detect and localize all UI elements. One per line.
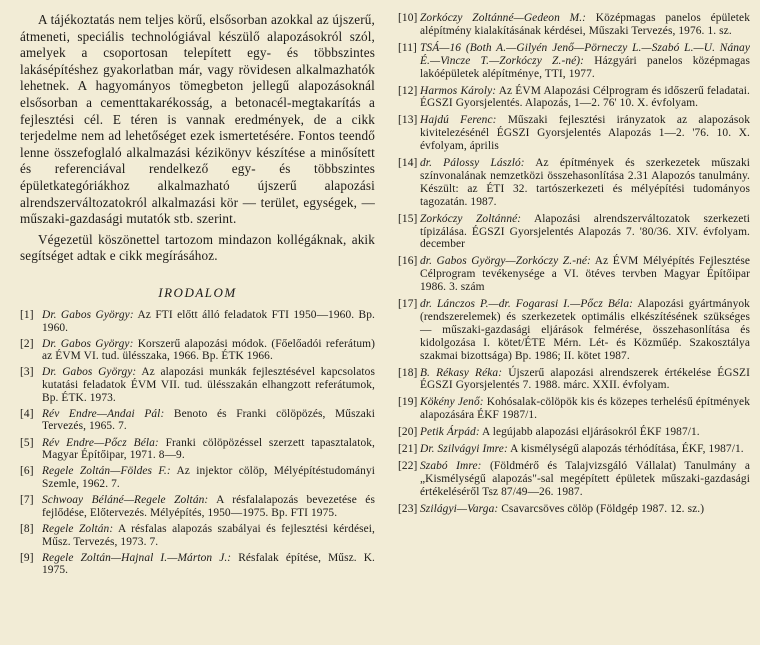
- reference-number: [14]: [398, 157, 418, 170]
- reference-number: [5]: [20, 436, 34, 449]
- reference-item: [20, 366, 375, 404]
- reference-text: Kohósalak-cölöpök kis és közepes terhelésű építmények alapozására ÉKF 1987/1.: [420, 396, 750, 422]
- reference-authors: Szabó Imre:: [420, 460, 482, 473]
- reference-number: [21]: [398, 443, 418, 456]
- reference-item: [20, 494, 375, 519]
- reference-authors: Dr. Gabos György:: [42, 308, 134, 321]
- reference-item: [398, 12, 750, 38]
- reference-authors: Schwoay Béláné—Regele Zoltán:: [42, 494, 209, 507]
- reference-authors: Rév Endre—Pőcz Béla:: [42, 436, 159, 449]
- reference-number: [8]: [20, 522, 34, 535]
- reference-text: (Földmérő és Talajvizsgáló Vállalat) Tanulmány a „Kismélységű alapozás"-sal megépített épületek műszaki-gazdasági értékeléséről Tsz 87/49—26. 1987.: [420, 460, 751, 499]
- reference-text: Alapozási gyártmányok (rendszerelemek) és szerkezetek optimális elkészítésének szükséges — műszaki-gazdasági eljárások felmérése, összehasonlítása és kidolgozása I. kötet/ÉTE Mérn. Lét- és Közműép. Szakosztálya szakmai bizottsága) Bp. 1986; II. kötet 1987.: [420, 298, 750, 362]
- reference-item: [398, 503, 750, 516]
- reference-item: [398, 460, 750, 499]
- reference-authors: TSÁ—16 (Both A.—Gilyén Jenő—Pörneczy L.—Szabó L.—U. Nánay É.—Vincze T.—Zorkóczy Z.-né):: [420, 41, 750, 67]
- reference-authors: Dr. Gabos György:: [42, 366, 137, 379]
- body-paragraph-2: Végezetül köszönettel tartozom mindazon kollégáknak, akik segítséget adtak e cikk megírásához.: [20, 231, 375, 264]
- reference-authors: Hajdú Ferenc:: [420, 114, 497, 127]
- reference-number: [12]: [398, 84, 418, 97]
- reference-text: Házgyári panelos középmagas lakóépületek alépítménye, TTI, 1977.: [420, 54, 750, 80]
- reference-text: Az építmények és szerkezetek műszaki színvonalának nemzetközi összehasonlítása 2.31 Alapozós tanulmány. Készült: az ÉTI 32. tartószerkezeti és mélyépítési tudományos tagozatán. 1987.: [420, 157, 751, 208]
- reference-text: A kismélységű alapozás térhódítása, ÉKF, 1987/1.: [510, 443, 744, 456]
- reference-number: [4]: [20, 407, 34, 420]
- reference-text: Franki cölöpözéssel szerzett tapasztalatok, Magyar Építőipar, 1971. 8—9.: [42, 436, 375, 462]
- reference-authors: dr. Pálossy László:: [420, 157, 525, 170]
- reference-text: A legújabb alapozási eljárásokról ÉKF 1987/1.: [482, 426, 700, 439]
- reference-authors: Zorkóczy Zoltánné:: [420, 212, 522, 225]
- reference-authors: Petik Árpád:: [420, 426, 480, 439]
- reference-authors: Harmos Károly:: [420, 84, 497, 97]
- reference-number: [22]: [398, 460, 418, 473]
- reference-authors: Dr. Gabos György:: [42, 337, 134, 350]
- reference-text: Középmagas panelos épületek alépítmény kialakításának kérdései, Műszaki Tervezés, 1976. 1. sz.: [420, 12, 750, 37]
- reference-text: Korszerű alapozási módok. (Főelőadói referátum) az ÉVM VI. tud. ülésszaka, 1966. Bp. ÉTK 1966.: [42, 337, 375, 363]
- reference-item: [20, 552, 375, 577]
- reference-number: [9]: [20, 551, 34, 564]
- reference-number: [2]: [20, 337, 34, 350]
- reference-text: Benoto és Franki cölöpözés, Műszaki Tervezés, 1965. 7.: [42, 407, 375, 433]
- reference-number: [20]: [398, 426, 418, 439]
- reference-text: Az FTI előtt álló feladatok FTI 1950—1960. Bp. 1960.: [42, 308, 375, 334]
- reference-item: [398, 85, 750, 111]
- reference-authors: B. Rékasy Réka:: [420, 366, 503, 379]
- references-heading: IRODALOM: [158, 284, 237, 300]
- reference-item: [398, 114, 750, 153]
- reference-number: [18]: [398, 366, 418, 379]
- reference-authors: Regele Zoltán—Hajnal I.—Márton J.:: [42, 551, 232, 564]
- reference-item: [398, 213, 750, 252]
- reference-authors: Szilágyi—Varga:: [420, 503, 499, 516]
- reference-authors: dr. Gabos György—Zorkóczy Z.-né:: [420, 255, 591, 268]
- reference-authors: dr. Lánczos P.—dr. Fogarasi I.—Pőcz Béla:: [420, 298, 634, 311]
- reference-number: [16]: [398, 255, 418, 268]
- reference-item: [398, 42, 750, 81]
- reference-number: [11]: [398, 41, 417, 54]
- reference-number: [7]: [20, 494, 34, 507]
- reference-number: [19]: [398, 396, 418, 409]
- reference-item: [20, 465, 375, 490]
- reference-item: [398, 443, 750, 456]
- reference-text: Az injektor cölöp, Mélyépítéstudományi Szemle, 1962. 7.: [42, 465, 376, 490]
- reference-item: [398, 426, 750, 439]
- reference-item: [20, 338, 375, 363]
- reference-item: [20, 309, 375, 334]
- right-column: [398, 12, 750, 520]
- reference-item: [20, 523, 375, 548]
- reference-text: Alapozási alrendszerváltozatok szerkezeti típizálása. ÉGSZI Gyorsjelentés Alapozás 7. '80/36. XIV. évfolyam. december: [420, 212, 750, 251]
- reference-number: [6]: [20, 465, 34, 478]
- reference-authors: Regele Zoltán:: [42, 522, 114, 535]
- reference-list-left: [20, 309, 375, 577]
- reference-item: [398, 396, 750, 422]
- reference-item: [398, 367, 750, 393]
- reference-authors: Dr. Szilvágyi Imre:: [420, 443, 508, 456]
- reference-authors: Kökény Jenő:: [420, 396, 484, 409]
- reference-text: Csavarcsöves cölöp (Földgép 1987. 12. sz.): [501, 503, 705, 516]
- reference-number: [13]: [398, 114, 418, 127]
- reference-authors: Rév Endre—Andai Pál:: [42, 407, 165, 420]
- reference-item: [398, 255, 750, 294]
- reference-number: [23]: [398, 503, 418, 516]
- reference-number: [10]: [398, 12, 418, 24]
- body-paragraph-1: A tájékoztatás nem teljes körű, elsősorban azokkal az újszerű, átmeneti, speciális technológiával készülő alapozásokról szól, amelyek a csoportosan telepített egy- és többszintes lakásépítéshez gyakorlatban már, vagy rövidesen alkalmazhatók lehetnek. A hagyományos tömegbeton jellegű alapozásoknál elsősorban a cementtakarékosság, a betonacél-megtakarítás a fejlesztési cél. E téren is vannak eredmények, de a cikk terjedelme nem ad lehetőséget ezek ismertetésére. Fontos teendő lenne összefoglaló alkalmazási kézikönyv készítése a minősített és referenciával rendelkező egy- és többszintes épületkategóriákhoz alkalmazható újszerű alapozási alrendszerváltozatokról alkalmazási kör — terület, egységek, — műszaki-gazdasági mutatók stb. szerint.: [20, 12, 375, 227]
- reference-number: [3]: [20, 366, 34, 379]
- reference-list-right: [398, 12, 750, 516]
- reference-text: Az alapozási munkák fejlesztésével kapcsolatos kutatási feladatok ÉVM VII. tud. ülésszakán elhangzott referátumok, Bp. ÉTK. 1973.: [42, 366, 375, 404]
- reference-text: Az ÉVM Alapozási Célprogram és időszerű feladatai. ÉGSZI Gyorsjelentés. Alapozás, 1—2. 76' 10. X. évfolyam.: [420, 84, 750, 110]
- reference-number: [17]: [398, 298, 418, 311]
- reference-authors: Zorkóczy Zoltánné—Gedeon M.:: [420, 12, 587, 24]
- left-column: [20, 12, 375, 581]
- reference-text: Műszaki fejlesztési irányzatok az alapozások kivitelezésénél ÉGSZI Gyorsjelentés Alapozás 1—2. '76. 10. X. évfolyam, április: [420, 114, 751, 153]
- reference-item: [20, 408, 375, 433]
- reference-number: [15]: [398, 212, 418, 225]
- reference-authors: Regele Zoltán—Földes F.:: [42, 465, 171, 478]
- reference-item: [20, 437, 375, 462]
- reference-text: A résfalas alapozás szabályai és fejlesztési kérdései, Műsz. Tervezés, 1973. 7.: [42, 522, 376, 548]
- reference-item: [398, 298, 750, 362]
- reference-item: [398, 157, 750, 208]
- reference-text: Az ÉVM Mélyépítés Fejlesztése Célprogram tevékenysége a VI. ötéves tervben Magyar Építőipar 1986. 3. szám: [420, 255, 751, 294]
- reference-text: Résfalak építése, Műsz. K. 1975.: [42, 551, 375, 577]
- reference-text: A résfalalapozás bevezetése és fejlődése, Előtervezés. Mélyépítés, 1950—1975. Bp. FTI 1975.: [42, 494, 375, 519]
- reference-text: Újszerű alapozási alrendszerek értékelése ÉGSZI ÉGSZI Gyorsjelentés 7. 1988. márc. XXII. évfolyam.: [420, 366, 750, 392]
- reference-number: [1]: [20, 308, 34, 321]
